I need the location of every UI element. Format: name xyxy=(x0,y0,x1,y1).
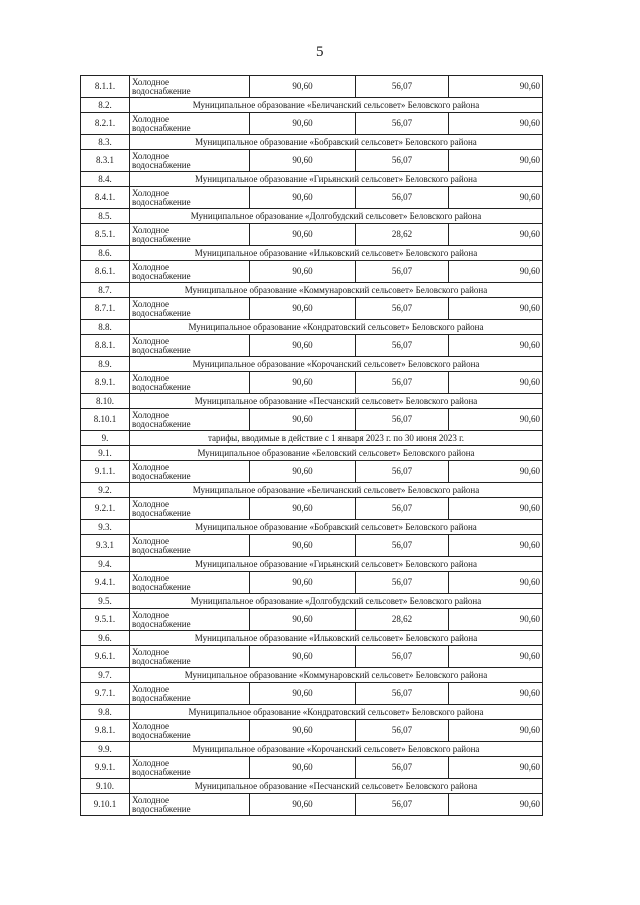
section-header-row xyxy=(81,594,543,609)
service-name-line: Холодное xyxy=(132,187,170,198)
section-header-row xyxy=(81,246,543,261)
tariff-table-body xyxy=(81,76,543,816)
row-number: 9.1.1. xyxy=(81,461,130,483)
section-header-row xyxy=(81,431,543,446)
tariff-value-3: 90,60 xyxy=(449,794,543,816)
row-number: 8.4. xyxy=(81,172,130,187)
service-name xyxy=(130,409,250,431)
service-name xyxy=(130,646,250,668)
tariff-value-1: 90,60 xyxy=(250,76,356,98)
row-number: 8.5.1. xyxy=(81,224,130,246)
service-name-line: водоснабжение xyxy=(132,122,191,133)
row-number: 8.6. xyxy=(81,246,130,261)
row-number: 8.10. xyxy=(81,394,130,409)
tariff-value-3: 90,60 xyxy=(449,187,543,209)
row-number: 9.3. xyxy=(81,520,130,535)
tariff-row xyxy=(81,646,543,668)
service-name-line: водоснабжение xyxy=(132,692,191,703)
tariff-value-2: 56,07 xyxy=(356,76,449,98)
tariff-value-1: 90,60 xyxy=(250,298,356,320)
row-number: 9.8. xyxy=(81,705,130,720)
service-name-line: Холодное xyxy=(132,794,170,805)
section-title: Муниципальное образование «Гирьянский сельсовет» Беловского района xyxy=(130,557,543,572)
tariff-value-2: 56,07 xyxy=(356,535,449,557)
service-name-line: Холодное xyxy=(132,335,170,346)
row-number: 8.7.1. xyxy=(81,298,130,320)
section-header-row xyxy=(81,631,543,646)
service-name-line: водоснабжение xyxy=(132,544,191,555)
row-number: 8.3. xyxy=(81,135,130,150)
service-name-line: Холодное xyxy=(132,113,170,124)
tariff-value-1: 90,60 xyxy=(250,535,356,557)
tariff-value-2: 56,07 xyxy=(356,261,449,283)
service-name-line: Холодное xyxy=(132,298,170,309)
service-name-line: водоснабжение xyxy=(132,307,191,318)
section-title: Муниципальное образование «Корочанский сельсовет» Беловского района xyxy=(130,357,543,372)
service-name-line: Холодное xyxy=(132,720,170,731)
section-title: Муниципальное образование «Бобравский сельсовет» Беловского района xyxy=(130,520,543,535)
tariff-row xyxy=(81,372,543,394)
row-number: 9.7. xyxy=(81,668,130,683)
service-name-line: Холодное xyxy=(132,609,170,620)
row-number: 8.8. xyxy=(81,320,130,335)
section-title: Муниципальное образование «Бобравский сельсовет» Беловского района xyxy=(130,135,543,150)
service-name xyxy=(130,150,250,172)
row-number: 8.3.1 xyxy=(81,150,130,172)
service-name xyxy=(130,572,250,594)
section-header-row xyxy=(81,668,543,683)
tariff-value-3: 90,60 xyxy=(449,372,543,394)
service-name xyxy=(130,298,250,320)
tariff-value-2: 56,07 xyxy=(356,572,449,594)
service-name-line: Холодное xyxy=(132,757,170,768)
section-header-row xyxy=(81,520,543,535)
row-number: 9.10. xyxy=(81,779,130,794)
section-header-row xyxy=(81,446,543,461)
row-number: 9.4. xyxy=(81,557,130,572)
service-name xyxy=(130,461,250,483)
service-name-line: Холодное xyxy=(132,683,170,694)
service-name xyxy=(130,757,250,779)
tariff-row xyxy=(81,335,543,357)
service-name xyxy=(130,76,250,98)
tariff-value-2: 28,62 xyxy=(356,224,449,246)
section-title: Муниципальное образование «Гирьянский сельсовет» Беловского района xyxy=(130,172,543,187)
service-name-line: Холодное xyxy=(132,261,170,272)
service-name-line: Холодное xyxy=(132,646,170,657)
row-number: 9.1. xyxy=(81,446,130,461)
service-name-line: водоснабжение xyxy=(132,507,191,518)
section-header-row xyxy=(81,283,543,298)
tariff-value-1: 90,60 xyxy=(250,683,356,705)
service-name-line: водоснабжение xyxy=(132,655,191,666)
service-name-line: водоснабжение xyxy=(132,729,191,740)
tariff-value-3: 90,60 xyxy=(449,409,543,431)
row-number: 9.2.1. xyxy=(81,498,130,520)
section-header-row xyxy=(81,394,543,409)
section-header-row xyxy=(81,98,543,113)
row-number: 9.2. xyxy=(81,483,130,498)
tariff-value-2: 56,07 xyxy=(356,150,449,172)
tariff-row xyxy=(81,498,543,520)
service-name xyxy=(130,609,250,631)
tariff-value-2: 56,07 xyxy=(356,298,449,320)
service-name-line: Холодное xyxy=(132,498,170,509)
tariff-value-1: 90,60 xyxy=(250,224,356,246)
service-name-line: водоснабжение xyxy=(132,196,191,207)
tariff-row xyxy=(81,76,543,98)
service-name-line: Холодное xyxy=(132,372,170,383)
tariff-value-3: 90,60 xyxy=(449,757,543,779)
row-number: 9.10.1 xyxy=(81,794,130,816)
service-name-line: водоснабжение xyxy=(132,85,191,96)
service-name xyxy=(130,794,250,816)
tariff-value-2: 56,07 xyxy=(356,113,449,135)
tariff-value-2: 56,07 xyxy=(356,757,449,779)
tariff-value-3: 90,60 xyxy=(449,113,543,135)
service-name-line: водоснабжение xyxy=(132,618,191,629)
row-number: 8.10.1 xyxy=(81,409,130,431)
tariff-value-2: 56,07 xyxy=(356,409,449,431)
tariff-value-1: 90,60 xyxy=(250,498,356,520)
service-name-line: Холодное xyxy=(132,572,170,583)
row-number: 9.6.1. xyxy=(81,646,130,668)
row-number: 8.2. xyxy=(81,98,130,113)
tariff-value-3: 90,60 xyxy=(449,572,543,594)
service-name-line: водоснабжение xyxy=(132,581,191,592)
row-number: 9.7.1. xyxy=(81,683,130,705)
service-name-line: Холодное xyxy=(132,409,170,420)
tariff-row xyxy=(81,150,543,172)
tariff-value-3: 90,60 xyxy=(449,224,543,246)
tariff-value-3: 90,60 xyxy=(449,720,543,742)
section-title: Муниципальное образование «Ильковский сельсовет» Беловского района xyxy=(130,246,543,261)
tariff-row xyxy=(81,224,543,246)
row-number: 8.2.1. xyxy=(81,113,130,135)
service-name-line: водоснабжение xyxy=(132,233,191,244)
tariff-row xyxy=(81,535,543,557)
tariff-value-1: 90,60 xyxy=(250,646,356,668)
tariff-value-3: 90,60 xyxy=(449,261,543,283)
section-title: тарифы, вводимые в действие с 1 января 2023 г. по 30 июня 2023 г. xyxy=(130,431,543,446)
tariff-value-1: 90,60 xyxy=(250,372,356,394)
tariff-value-3: 90,60 xyxy=(449,76,543,98)
row-number: 9.6. xyxy=(81,631,130,646)
service-name xyxy=(130,335,250,357)
tariff-row xyxy=(81,572,543,594)
tariff-value-2: 28,62 xyxy=(356,609,449,631)
section-header-row xyxy=(81,172,543,187)
tariff-value-3: 90,60 xyxy=(449,683,543,705)
tariff-value-2: 56,07 xyxy=(356,720,449,742)
row-number: 9.5.1. xyxy=(81,609,130,631)
tariff-value-1: 90,60 xyxy=(250,261,356,283)
tariff-value-1: 90,60 xyxy=(250,609,356,631)
service-name-line: Холодное xyxy=(132,461,170,472)
section-title: Муниципальное образование «Песчанский сельсовет» Беловского района xyxy=(130,394,543,409)
section-title: Муниципальное образование «Кондратовский сельсовет» Беловского района xyxy=(130,705,543,720)
page-number: 5 xyxy=(316,44,324,60)
tariff-row xyxy=(81,187,543,209)
service-name-line: водоснабжение xyxy=(132,270,191,281)
tariff-value-3: 90,60 xyxy=(449,535,543,557)
section-header-row xyxy=(81,320,543,335)
tariff-row xyxy=(81,409,543,431)
row-number: 9.9. xyxy=(81,742,130,757)
service-name xyxy=(130,498,250,520)
service-name xyxy=(130,261,250,283)
tariff-table xyxy=(80,75,543,816)
row-number: 9.4.1. xyxy=(81,572,130,594)
service-name xyxy=(130,683,250,705)
tariff-value-1: 90,60 xyxy=(250,113,356,135)
tariff-value-2: 56,07 xyxy=(356,187,449,209)
section-title: Муниципальное образование «Коммунаровский сельсовет» Беловского района xyxy=(130,283,543,298)
tariff-value-2: 56,07 xyxy=(356,646,449,668)
tariff-value-1: 90,60 xyxy=(250,461,356,483)
section-title: Муниципальное образование «Кондратовский сельсовет» Беловского района xyxy=(130,320,543,335)
row-number: 8.4.1. xyxy=(81,187,130,209)
tariff-value-2: 56,07 xyxy=(356,372,449,394)
tariff-row xyxy=(81,683,543,705)
row-number: 8.6.1. xyxy=(81,261,130,283)
tariff-value-2: 56,07 xyxy=(356,683,449,705)
section-title: Муниципальное образование «Беличанский сельсовет» Беловского района xyxy=(130,98,543,113)
tariff-value-3: 90,60 xyxy=(449,335,543,357)
tariff-value-3: 90,60 xyxy=(449,461,543,483)
tariff-value-2: 56,07 xyxy=(356,461,449,483)
service-name xyxy=(130,535,250,557)
section-title: Муниципальное образование «Беловский сельсовет» Беловского района xyxy=(130,446,543,461)
tariff-value-3: 90,60 xyxy=(449,646,543,668)
row-number: 8.5. xyxy=(81,209,130,224)
section-header-row xyxy=(81,705,543,720)
tariff-value-1: 90,60 xyxy=(250,757,356,779)
tariff-value-1: 90,60 xyxy=(250,794,356,816)
service-name-line: водоснабжение xyxy=(132,470,191,481)
service-name-line: водоснабжение xyxy=(132,766,191,777)
service-name-line: водоснабжение xyxy=(132,803,191,814)
row-number: 8.7. xyxy=(81,283,130,298)
section-title: Муниципальное образование «Ильковский сельсовет» Беловского района xyxy=(130,631,543,646)
service-name xyxy=(130,720,250,742)
section-title: Муниципальное образование «Долгобудский сельсовет» Беловского района xyxy=(130,209,543,224)
tariff-value-3: 90,60 xyxy=(449,298,543,320)
service-name xyxy=(130,187,250,209)
service-name-line: водоснабжение xyxy=(132,344,191,355)
section-title: Муниципальное образование «Коммунаровский сельсовет» Беловского района xyxy=(130,668,543,683)
service-name xyxy=(130,113,250,135)
section-header-row xyxy=(81,483,543,498)
section-title: Муниципальное образование «Беличанский сельсовет» Беловского района xyxy=(130,483,543,498)
tariff-value-2: 56,07 xyxy=(356,794,449,816)
tariff-value-1: 90,60 xyxy=(250,150,356,172)
row-number: 8.8.1. xyxy=(81,335,130,357)
tariff-value-2: 56,07 xyxy=(356,498,449,520)
tariff-value-1: 90,60 xyxy=(250,409,356,431)
service-name-line: водоснабжение xyxy=(132,159,191,170)
section-header-row xyxy=(81,557,543,572)
tariff-row xyxy=(81,461,543,483)
service-name xyxy=(130,372,250,394)
service-name-line: Холодное xyxy=(132,535,170,546)
tariff-value-3: 90,60 xyxy=(449,609,543,631)
service-name-line: водоснабжение xyxy=(132,381,191,392)
tariff-row xyxy=(81,794,543,816)
row-number: 8.9.1. xyxy=(81,372,130,394)
row-number: 8.9. xyxy=(81,357,130,372)
row-number: 9.8.1. xyxy=(81,720,130,742)
tariff-row xyxy=(81,113,543,135)
tariff-value-1: 90,60 xyxy=(250,335,356,357)
section-title: Муниципальное образование «Корочанский сельсовет» Беловского района xyxy=(130,742,543,757)
tariff-value-3: 90,60 xyxy=(449,498,543,520)
tariff-row xyxy=(81,261,543,283)
tariff-row xyxy=(81,609,543,631)
service-name-line: Холодное xyxy=(132,150,170,161)
service-name-line: водоснабжение xyxy=(132,418,191,429)
tariff-value-3: 90,60 xyxy=(449,150,543,172)
tariff-row xyxy=(81,757,543,779)
tariff-value-1: 90,60 xyxy=(250,187,356,209)
section-header-row xyxy=(81,742,543,757)
service-name xyxy=(130,224,250,246)
row-number: 8.1.1. xyxy=(81,76,130,98)
section-header-row xyxy=(81,357,543,372)
tariff-row xyxy=(81,298,543,320)
section-title: Муниципальное образование «Песчанский сельсовет» Беловского района xyxy=(130,779,543,794)
section-header-row xyxy=(81,135,543,150)
section-header-row xyxy=(81,209,543,224)
row-number: 9.9.1. xyxy=(81,757,130,779)
service-name-line: Холодное xyxy=(132,224,170,235)
row-number: 9.5. xyxy=(81,594,130,609)
section-title: Муниципальное образование «Долгобудский сельсовет» Беловского района xyxy=(130,594,543,609)
tariff-value-2: 56,07 xyxy=(356,335,449,357)
row-number: 9.3.1 xyxy=(81,535,130,557)
service-name-line: Холодное xyxy=(132,76,170,87)
section-header-row xyxy=(81,779,543,794)
tariff-row xyxy=(81,720,543,742)
tariff-value-1: 90,60 xyxy=(250,720,356,742)
tariff-value-1: 90,60 xyxy=(250,572,356,594)
row-number: 9. xyxy=(81,431,130,446)
